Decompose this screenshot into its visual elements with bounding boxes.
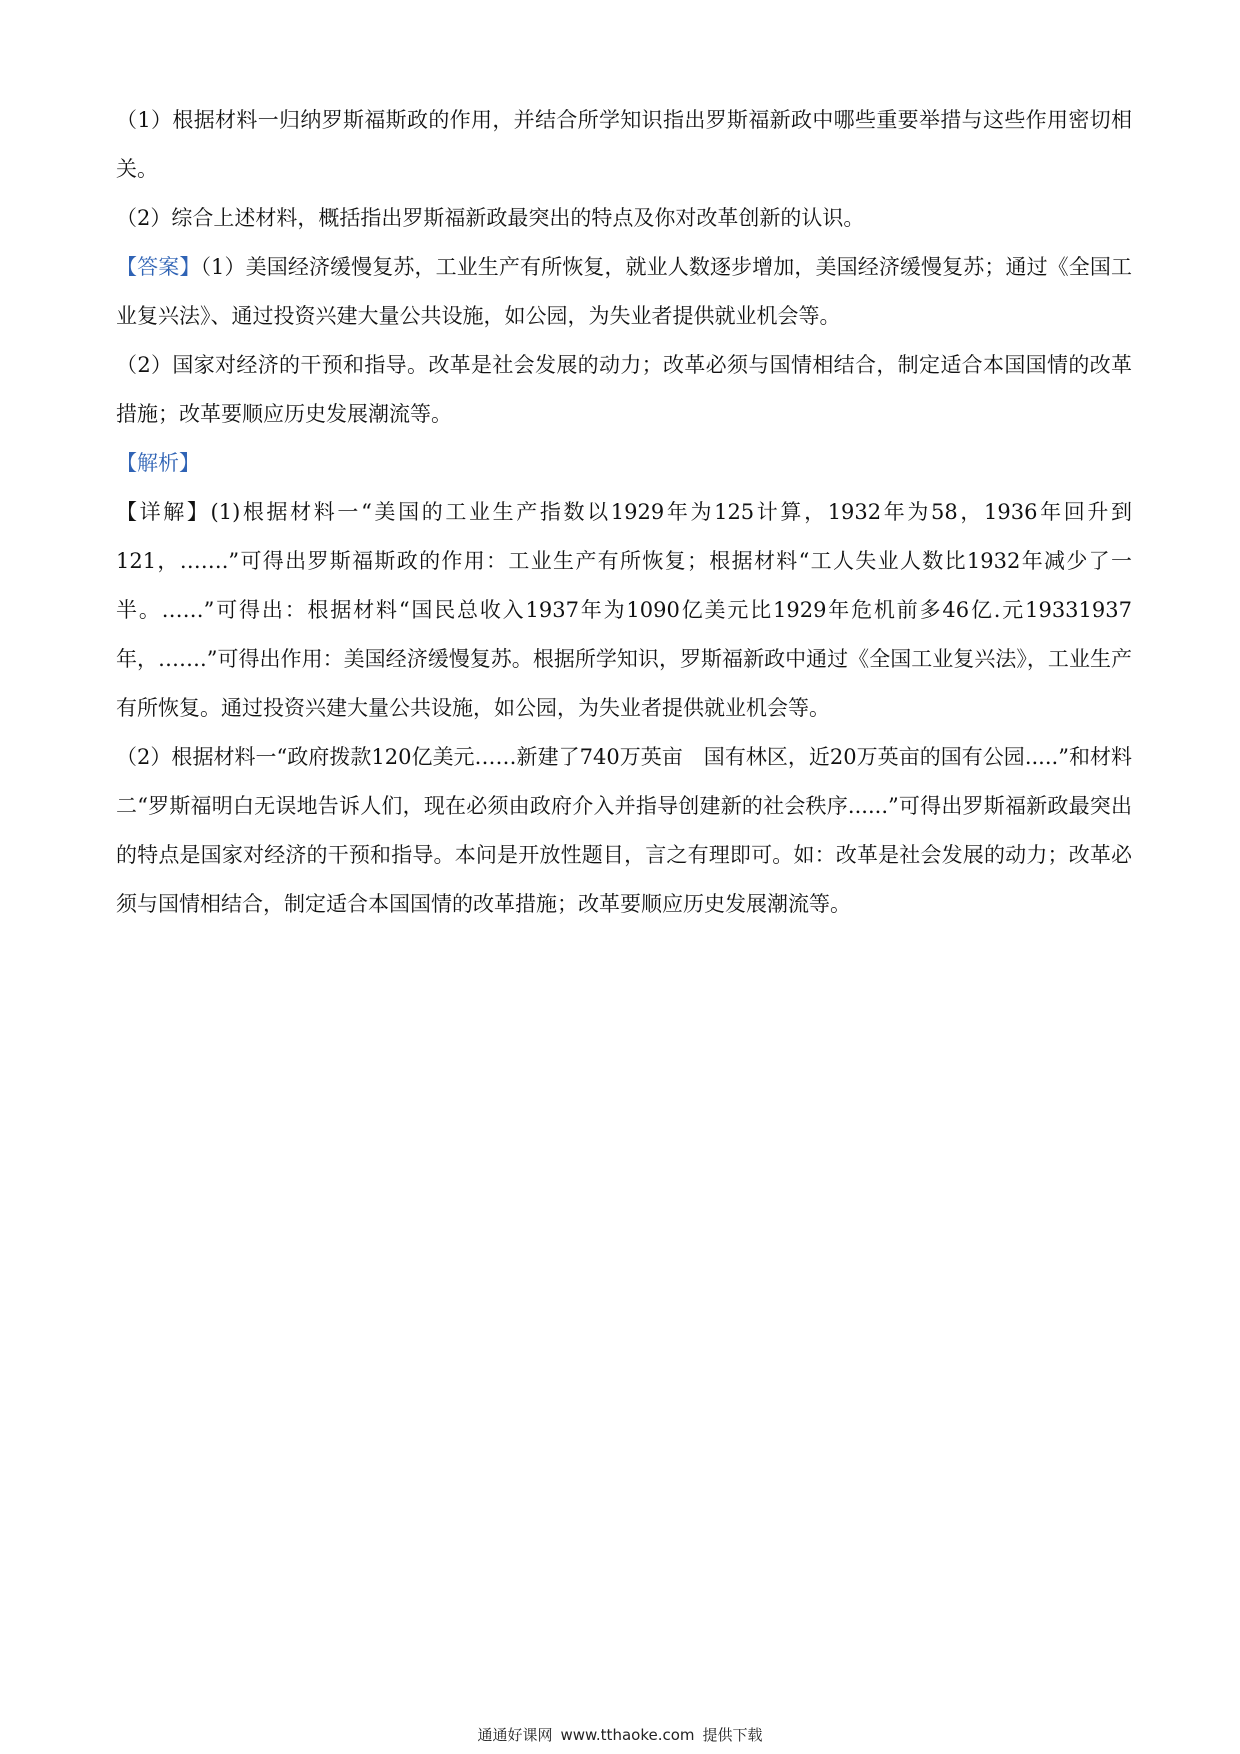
question-2: （2）综合上述材料，概括指出罗斯福新政最突出的特点及你对改革创新的认识。 [116,206,865,230]
analysis-detail-1 [116,488,1132,733]
page-footer [0,1724,1240,1745]
detail-tag: 【详解】 [116,500,211,524]
footer-site-name: 通通好课网 [477,1726,553,1744]
analysis-heading [116,439,1132,488]
analysis-detail-1-text: (1)根据材料一“美国的工业生产指数以1929年为125计算，1932年为58，1936年回升到121，…….”可得出罗斯福斯政的作用：工业生产有所恢复；根据材料“工人失业人数比1932年减少了一半。……”可得出：根据材料“国民总收入1937年为1090亿美元比1929年危机前多46亿.元19331937年，…….”可得出作用：美国经济缓慢复苏。根据所学知识，罗斯福新政中通过《全国工业复兴法》，工业生产有所恢复。通过投资兴建大量公共设施，如公园，为失业者提供就业机会等。 [116,500,1132,720]
answer-part-1 [116,243,1132,341]
document-body [116,96,1132,929]
footer-url: www.tthaoke.com [560,1726,695,1744]
question-1: （1）根据材料一归纳罗斯福斯政的作用，并结合所学知识指出罗斯福新政中哪些重要举措与这些作用密切相关。 [116,108,1132,181]
answer-tag: 【答案】 [116,255,201,279]
analysis-tag: 【解析】 [116,451,200,475]
analysis-detail-2: （2）根据材料一“政府拨款120亿美元……新建了740万英亩 国有林区，近20万英亩的国有公园.....”和材料二“罗斯福明白无误地告诉人们，现在必须由政府介入并指导创建新的社会秩序......”可得出罗斯福新政最突出的特点是国家对经济的干预和指导。本问是开放性题目，言之有理即可。如：改革是社会发展的动力；改革必须与国情相结合，制定适合本国国情的改革措施；改革要顺应历史发展潮流等。 [116,745,1132,916]
answer-part-2: （2）国家对经济的干预和指导。改革是社会发展的动力；改革必须与国情相结合，制定适合本国国情的改革措施；改革要顺应历史发展潮流等。 [116,353,1132,426]
answer-part-1-text: （1）美国经济缓慢复苏，工业生产有所恢复，就业人数逐步增加，美国经济缓慢复苏；通过《全国工业复兴法》、通过投资兴建大量公共设施，如公园，为失业者提供就业机会等。 [116,255,1133,328]
footer-suffix: 提供下载 [702,1726,763,1744]
